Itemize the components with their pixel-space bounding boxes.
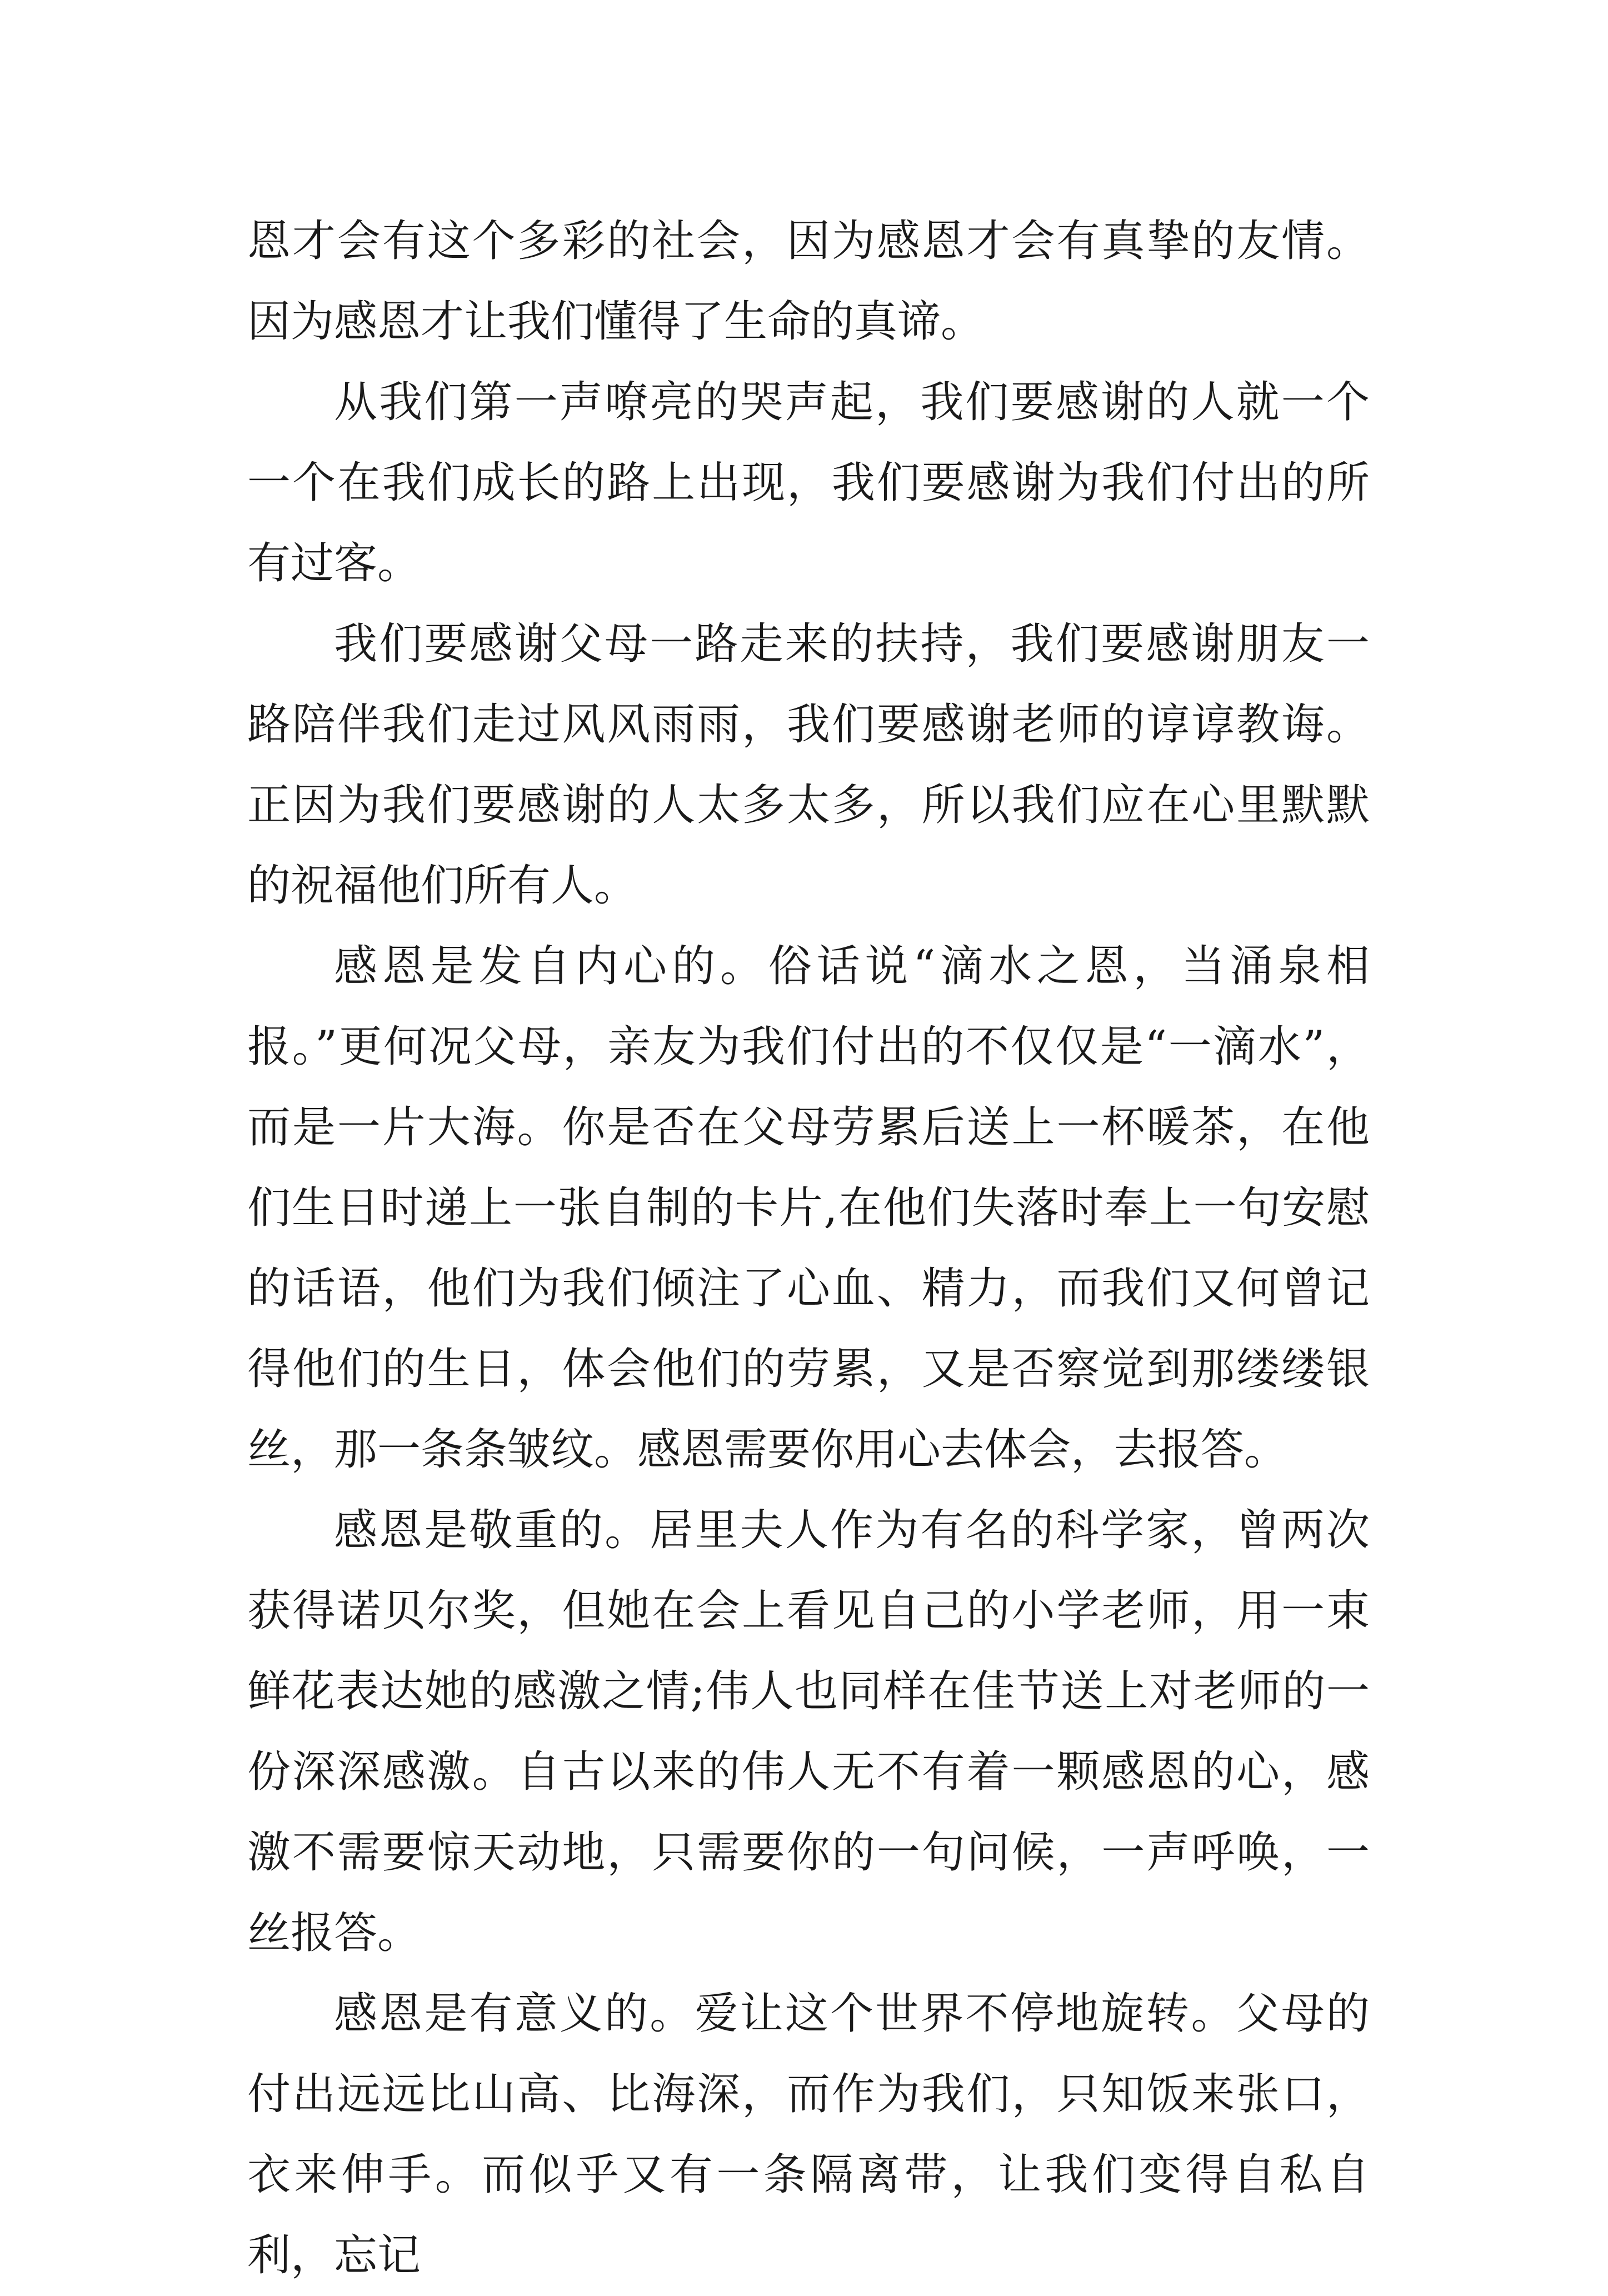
paragraph-2: 从我们第一声嘹亮的哭声起，我们要感谢的人就一个一个在我们成长的路上出现，我们要感谢为我们付出的所有过客。 xyxy=(247,377,1370,588)
paragraph-3: 我们要感谢父母一路走来的扶持，我们要感谢朋友一路陪伴我们走过风风雨雨，我们要感谢老师的谆谆教诲。正因为我们要感谢的人太多太多，所以我们应在心里默默的祝福他们所有人。 xyxy=(247,619,1370,911)
paragraph-1: 恩才会有这个多彩的社会，因为感恩才会有真挚的友情。因为感恩才让我们懂得了生命的真谛。 xyxy=(247,216,1370,347)
paragraph-4: 感恩是发自内心的。俗话说“滴水之恩，当涌泉相报。”更何况父母，亲友为我们付出的不仅仅是“一滴水”，而是一片大海。你是否在父母劳累后送上一杯暖茶，在他们生日时递上一张自制的卡片,在他们失落时奉上一句安慰的话语，他们为我们倾注了心血、精力，而我们又何曾记得他们的生日，体会他们的劳累，又是否察觉到那缕缕银丝，那一条条皱纹。感恩需要你用心去体会，去报答。 xyxy=(247,941,1370,1475)
body-text xyxy=(247,201,1370,2296)
paragraph-5: 感恩是敬重的。居里夫人作为有名的科学家，曾两次获得诺贝尔奖，但她在会上看见自己的小学老师，用一束鲜花表达她的感激之情;伟人也同样在佳节送上对老师的一份深深感激。自古以来的伟人无不有着一颗感恩的心，感激不需要惊天动地，只需要你的一句问候，一声呼唤，一丝报答。 xyxy=(247,1505,1370,1958)
paragraph-6: 感恩是有意义的。爱让这个世界不停地旋转。父母的付出远远比山高、比海深，而作为我们，只知饭来张口，衣来伸手。而似乎又有一条隔离带，让我们变得自私自利，忘记 xyxy=(247,1989,1370,2280)
